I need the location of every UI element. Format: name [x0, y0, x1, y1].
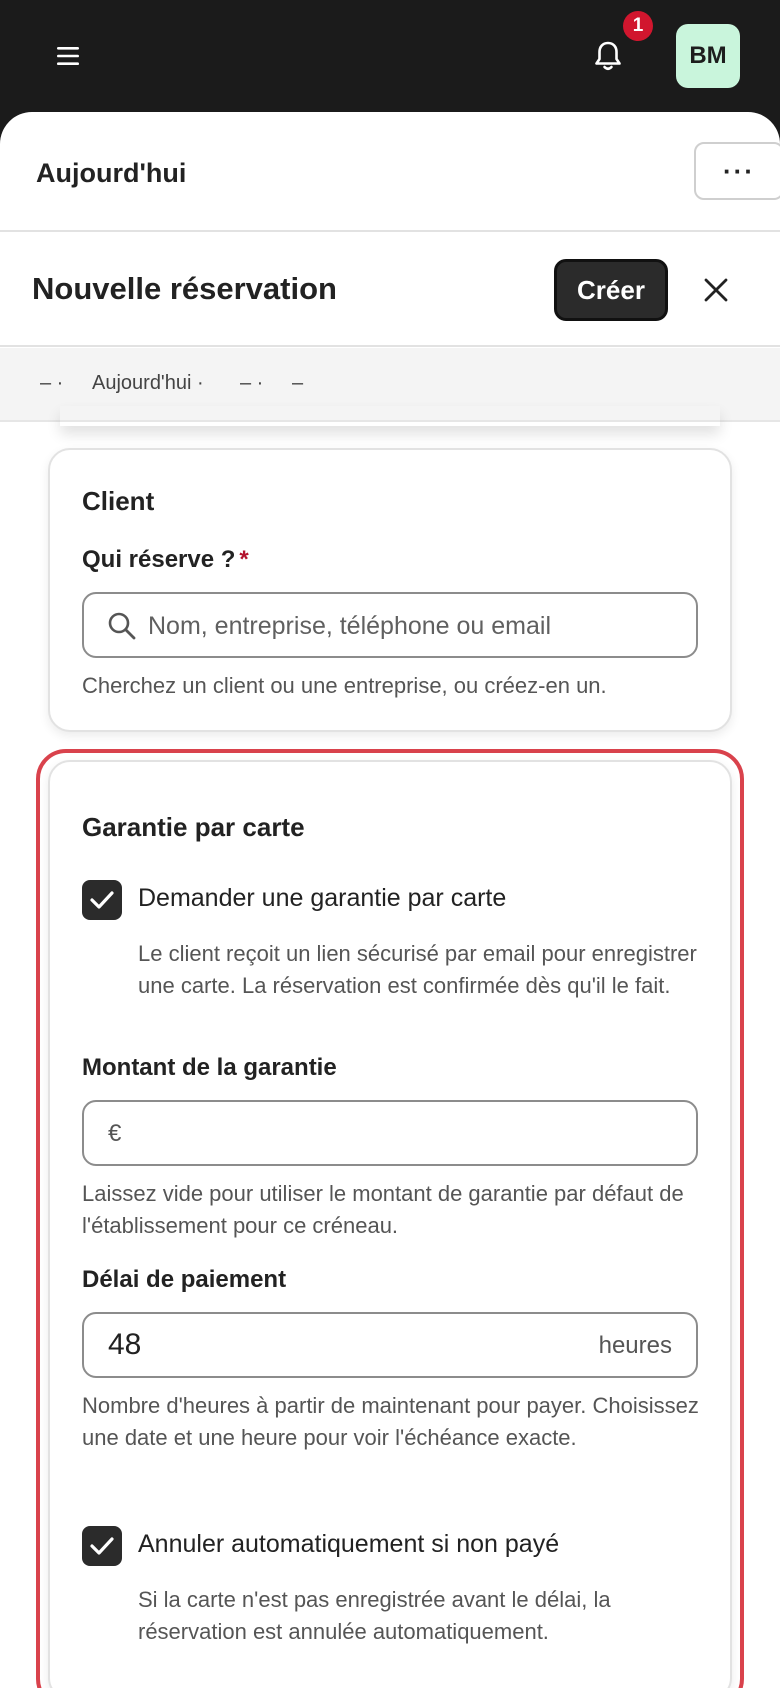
top-app-bar: [0, 0, 780, 112]
create-button[interactable]: Créer: [554, 259, 668, 321]
currency-symbol: €: [108, 1120, 122, 1147]
request-guarantee-label[interactable]: Demander une garantie par carte: [138, 884, 507, 912]
reservation-title: Nouvelle réservation: [32, 271, 337, 306]
client-helper-text: Cherchez un client ou une entreprise, ou créez-en un.: [82, 673, 607, 698]
who-books-label: [82, 546, 249, 574]
hamburger-menu-icon: [55, 45, 81, 67]
bell-icon: [592, 39, 624, 73]
checkmark-icon: [89, 889, 115, 911]
payment-deadline-label: Délai de paiement: [82, 1266, 287, 1293]
client-section: [48, 448, 732, 732]
close-icon: [703, 277, 729, 303]
search-icon: [106, 610, 138, 642]
summary-item: Aujourd'hui ·: [92, 372, 204, 394]
menu-button[interactable]: [48, 36, 88, 76]
main-sheet: [0, 112, 780, 1688]
notification-count-badge: 1: [623, 11, 653, 41]
client-search-input[interactable]: [82, 592, 698, 658]
payment-deadline-value: 48: [108, 1328, 142, 1361]
page-title: Aujourd'hui: [36, 158, 187, 188]
card-guarantee-section: [48, 760, 732, 1688]
guarantee-amount-label: Montant de la garantie: [82, 1054, 337, 1081]
summary-item: –: [292, 372, 304, 394]
more-options-icon: ···: [723, 155, 755, 186]
section-title: Client: [82, 486, 155, 516]
checkmark-icon: [89, 1535, 115, 1557]
reservation-header: [0, 233, 780, 347]
search-placeholder: Nom, entreprise, téléphone ou email: [148, 612, 552, 640]
guarantee-amount-helper: Laissez vide pour utiliser le montant de garantie par défaut de l'établissement pour ce créneau.: [82, 1181, 684, 1238]
guarantee-amount-input[interactable]: [82, 1100, 698, 1166]
auto-cancel-helper: Si la carte n'est pas enregistrée avant le délai, la réservation est annulée automatiquement.: [138, 1587, 611, 1644]
request-guarantee-checkbox[interactable]: [82, 880, 122, 920]
summary-item: – ·: [40, 372, 64, 394]
more-options-button[interactable]: [694, 142, 780, 200]
section-title: Garantie par carte: [82, 812, 305, 842]
auto-cancel-label[interactable]: Annuler automatiquement si non payé: [138, 1530, 560, 1558]
payment-deadline-helper: Nombre d'heures à partir de maintenant pour payer. Choisissez une date et une heure pour voir l'échéance exacte.: [82, 1393, 699, 1450]
notifications-button[interactable]: [586, 34, 630, 78]
today-header: [0, 112, 780, 232]
payment-deadline-unit: heures: [598, 1332, 672, 1359]
user-avatar[interactable]: BM: [676, 24, 740, 88]
scroll-shadow: [60, 406, 720, 426]
close-button[interactable]: [694, 265, 738, 315]
required-mark: *: [239, 546, 249, 573]
summary-item: – ·: [240, 372, 264, 394]
auto-cancel-checkbox[interactable]: [82, 1526, 122, 1566]
who-books-label-text: Qui réserve ?: [82, 546, 236, 573]
request-guarantee-helper: Le client reçoit un lien sécurisé par email pour enregistrer une carte. La réservation est confirmée dès qu'il le fait.: [138, 941, 697, 998]
payment-deadline-input[interactable]: [82, 1312, 698, 1378]
